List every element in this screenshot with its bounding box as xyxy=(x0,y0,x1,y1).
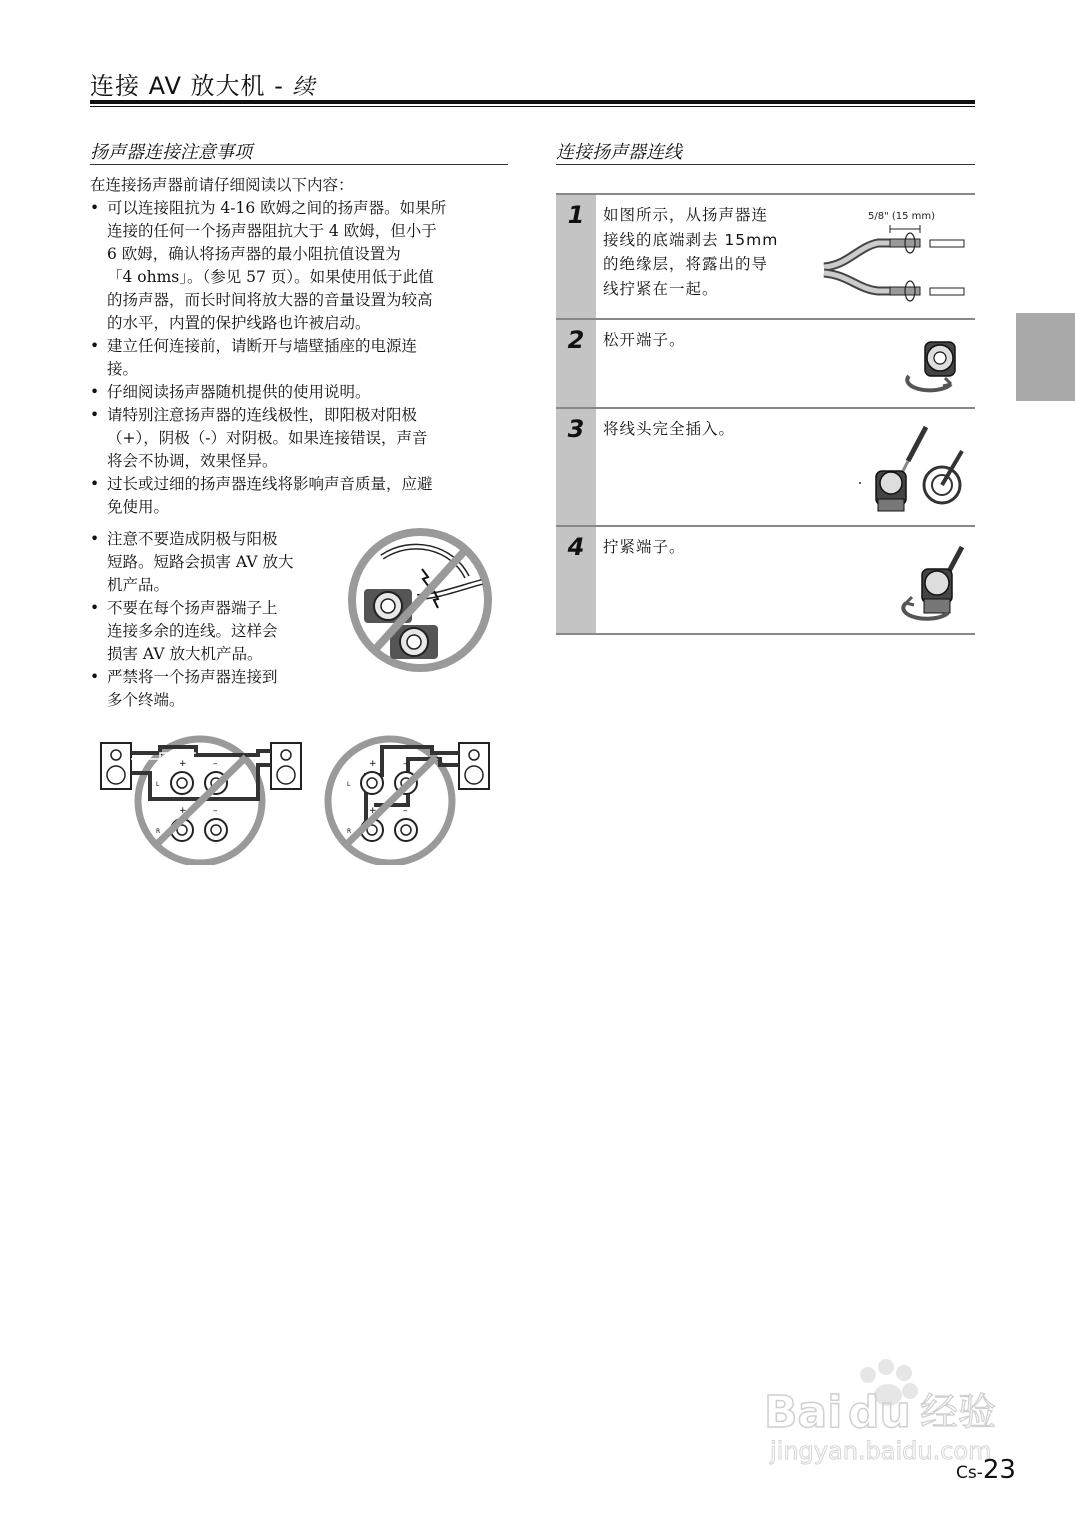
precautions-list-2 xyxy=(90,528,340,712)
wire-strip-illustration xyxy=(818,207,968,307)
watermark-brand: Bai xyxy=(764,1387,843,1438)
line: 线拧紧在一起。 xyxy=(603,279,719,298)
minus-label: – xyxy=(213,806,218,816)
channel-right-label: R xyxy=(156,828,161,835)
watermark-brand-3: 经验 xyxy=(920,1390,997,1434)
list-item xyxy=(90,666,340,712)
list-item xyxy=(90,528,340,597)
list-item xyxy=(90,473,510,519)
strip-length-label: 5/8" (15 mm) xyxy=(868,211,936,222)
line: • 严禁将一个扬声器连接到 xyxy=(107,668,278,686)
step-number: 3 xyxy=(556,409,596,525)
line: 连接多余的连线。这样会 xyxy=(107,622,278,640)
minus-label: – xyxy=(403,759,408,769)
line: 多个终端。 xyxy=(107,691,185,709)
line: 将线头完全插入。 xyxy=(603,420,736,438)
line: 6 欧姆，确认将扬声器的最小阻抗值设置为 xyxy=(107,245,401,263)
plus-label: + xyxy=(179,759,187,769)
list-item xyxy=(90,404,510,473)
line: 松开端子。 xyxy=(603,331,686,349)
line: 短路。短路会损害 AV 放大 xyxy=(107,553,294,571)
title-separator: - xyxy=(265,72,293,100)
short-circuit-prohibited-illustration xyxy=(342,527,498,673)
watermark-brand-2: du xyxy=(848,1387,911,1438)
list-item xyxy=(90,597,340,666)
line: 连接的任何一个扬声器阻抗大于 4 欧姆，但小于 xyxy=(107,222,437,240)
line: • 过长或过细的扬声器连线将影响声音质量，应避 xyxy=(107,475,433,493)
line: • 可以连接阻抗为 4-16 欧姆之间的扬声器。如果所 xyxy=(107,199,447,217)
step-4 xyxy=(556,525,975,635)
step-text xyxy=(603,328,686,353)
line: 的扬声器，而长时间将放大器的音量设置为较高 xyxy=(107,291,433,309)
step-text xyxy=(603,535,686,560)
right-section-title: 连接扬声器连线 xyxy=(556,142,682,163)
wiring-prohibited-diagram-2 xyxy=(322,735,494,865)
line: 的水平，内置的保护线路也许被启动。 xyxy=(107,314,371,332)
watermark-url: jingyan.baidu.com xyxy=(770,1437,992,1465)
page-number-value: 23 xyxy=(982,1455,1016,1485)
channel-right-label: R xyxy=(347,828,352,835)
precautions-text xyxy=(90,174,510,519)
line: 拧紧端子。 xyxy=(603,538,686,556)
line: 将会不协调，效果怪异。 xyxy=(107,452,278,470)
step-3 xyxy=(556,407,975,525)
list-item xyxy=(90,197,510,335)
wiring-prohibited-diagram-1 xyxy=(98,735,306,865)
line: 如图所示，从扬声器连 xyxy=(603,206,769,224)
line: 接线的底端剥去 15mm xyxy=(603,230,779,249)
line: • 仔细阅读扬声器随机提供的使用说明。 xyxy=(107,383,371,401)
precautions-list xyxy=(90,197,510,519)
list-item xyxy=(90,381,510,404)
tighten-terminal-icon xyxy=(896,543,968,627)
step-2 xyxy=(556,318,975,407)
page-number xyxy=(956,1455,1016,1485)
intro-text: 在连接扬声器前请仔细阅读以下内容： xyxy=(90,176,354,194)
list-item xyxy=(90,335,510,381)
steps-table xyxy=(556,193,975,635)
step-number: 1 xyxy=(556,195,596,318)
line: 免使用。 xyxy=(107,498,170,516)
step-text xyxy=(603,203,778,301)
line: 接。 xyxy=(107,360,139,378)
line: 损害 AV 放大机产品。 xyxy=(107,645,263,663)
line: 的绝缘层，将露出的导 xyxy=(603,255,769,273)
precautions-text-2 xyxy=(90,528,340,712)
header-rule xyxy=(90,100,975,104)
page-title xyxy=(90,66,316,101)
line: （+），阴极（-）对阴极。如果连接错误，声音 xyxy=(107,429,428,447)
minus-label: – xyxy=(403,806,408,816)
minus-label: – xyxy=(213,759,218,769)
insert-wire-illustration xyxy=(856,423,968,519)
chapter-tab xyxy=(1016,313,1075,401)
loosen-terminal-icon xyxy=(901,332,967,398)
plus-label: + xyxy=(369,806,377,816)
step-number: 2 xyxy=(556,320,596,407)
channel-left-label: L xyxy=(156,781,160,788)
line: 「4 ohms」。（参见 57 页）。如果使用低于此值 xyxy=(107,268,434,286)
page-title-text: 连接 AV 放大机 xyxy=(90,72,266,100)
line: • 请特别注意扬声器的连线极性，即阳极对阳极 xyxy=(107,406,418,424)
step-1 xyxy=(556,193,975,318)
header-rule-thin xyxy=(90,106,975,107)
title-continued: 续 xyxy=(292,75,316,100)
step-number: 4 xyxy=(556,527,596,633)
plus-label: + xyxy=(369,759,377,769)
step-text xyxy=(603,417,735,442)
plus-label: + xyxy=(179,806,187,816)
line: • 注意不要造成阴极与阳极 xyxy=(107,530,278,548)
line: 机产品。 xyxy=(107,576,170,594)
right-section-rule xyxy=(556,164,975,165)
left-section-title: 扬声器连接注意事项 xyxy=(90,142,252,163)
line: • 建立任何连接前，请断开与墙壁插座的电源连 xyxy=(107,337,418,355)
page-prefix: Cs- xyxy=(956,1463,983,1483)
left-section-rule xyxy=(90,164,508,165)
channel-left-label: L xyxy=(347,781,351,788)
line: • 不要在每个扬声器端子上 xyxy=(107,599,278,617)
